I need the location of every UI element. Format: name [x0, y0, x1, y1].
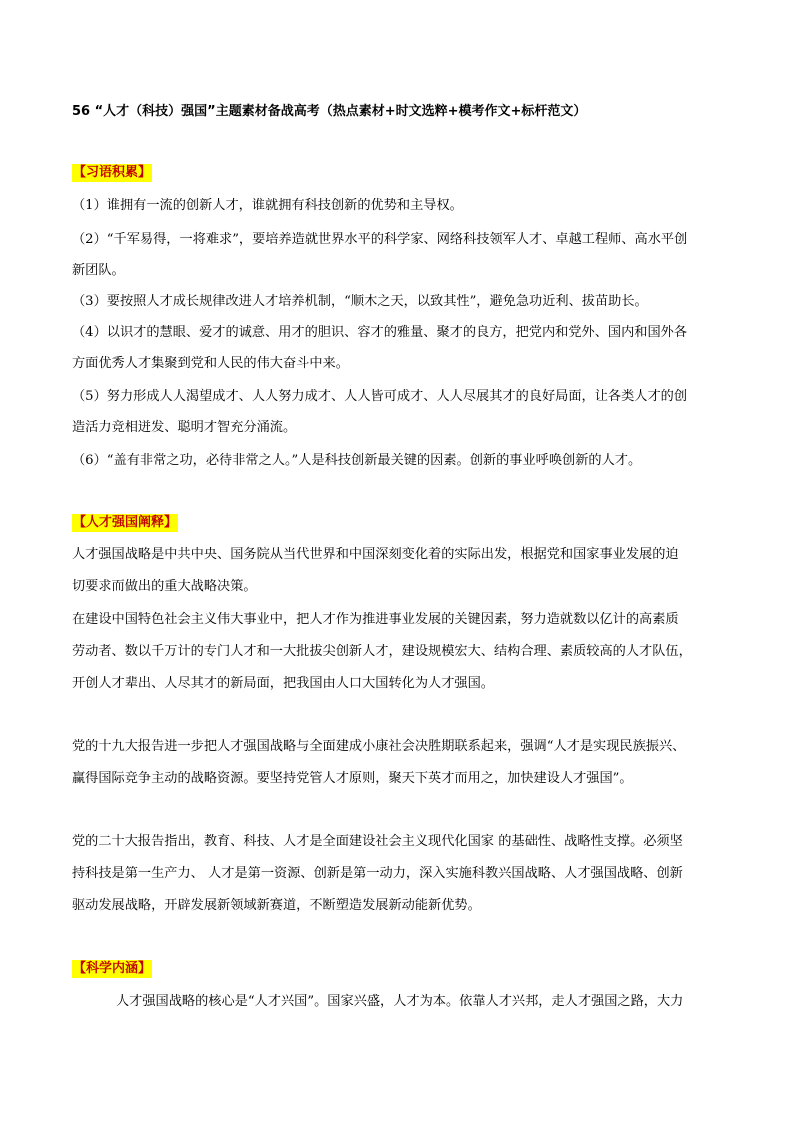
idiom-line: 新团队。 — [72, 263, 125, 278]
paragraph-line: 党的十九大报告进一步把人才强国战略与全面建成小康社会决胜期联系起来，强调“人才是实现民族振兴、 — [72, 739, 686, 754]
idiom-line: （3）要按照人才成长规律改进人才培养机制，“顺木之天，以致其性”，避免急功近利、拔苗助长。 — [72, 294, 648, 309]
paragraph-line: 人才强国战略的核心是“人才兴国”。国家兴盛，人才为本。依靠人才兴邦，走人才强国之路，大力 — [116, 994, 684, 1009]
paragraph-line: 切要求而做出的重大战略决策。 — [72, 579, 257, 594]
paragraph-line: 党的二十大报告指出，教育、科技、人才是全面建设社会主义现代化国家 的基础性、战略性支撑。必须坚 — [72, 834, 683, 849]
paragraph-line: 劳动者、数以千万计的专门人才和一大批拔尖创新人才，建设规模宏大、结构合理、素质较高的人才队伍， — [72, 644, 692, 659]
paragraph-line: 赢得国际竞争主动的战略资源。要坚持党管人才原则，聚天下英才而用之，加快建设人才强国”。 — [72, 771, 633, 786]
paragraph-line: 开创人才辈出、人尽其才的新局面，把我国由人口大国转化为人才强国。 — [72, 676, 494, 691]
paragraph-line: 驱动发展战略，开辟发展新领域新赛道，不断塑造发展新动能新优势。 — [72, 898, 481, 913]
paragraph-line: 在建设中国特色社会主义伟大事业中，把人才作为推进事业发展的关键因素，努力造就数以亿计的高素质 — [72, 612, 679, 627]
document-title: 56 “人才（科技）强国”主题素材备战高考（热点素材+时文选粹+模考作文+标杆范文） — [72, 104, 587, 119]
idiom-line: 方面优秀人才集聚到党和人民的伟大奋斗中来。 — [72, 356, 349, 371]
section-label-idioms: 【习语积累】 — [73, 165, 152, 180]
idiom-line: （4）以识才的慧眼、爱才的诚意、用才的胆识、容才的雅量、聚才的良方，把党内和党外、国内和国外各 — [72, 325, 688, 340]
paragraph-line: 人才强国战略是中共中央、国务院从当代世界和中国深刻变化着的实际出发，根据党和国家事业发展的迫 — [72, 547, 679, 562]
section-label-explanation: 【人才强国阐释】 — [73, 515, 178, 530]
section-label-connotation: 【科学内涵】 — [73, 961, 152, 976]
paragraph-line: 持科技是第一生产力、 人才是第一资源、创新是第一动力，深入实施科教兴国战略、人才强国战略、创新 — [72, 866, 683, 881]
idiom-line: （6）“盖有非常之功，必待非常之人。”人是科技创新最关键的因素。创新的事业呼唤创新的人才。 — [72, 453, 642, 468]
idiom-line: （2）“千军易得，一将难求”，要培养造就世界水平的科学家、网络科技领军人才、卓越工程师、高水平创 — [72, 232, 688, 247]
idiom-line: （5）努力形成人人渴望成才、人人努力成才、人人皆可成才、人人尽展其才的良好局面，让各类人才的创 — [72, 389, 688, 404]
idiom-line: 造活力竞相迸发、聪明才智充分涌流。 — [72, 420, 297, 435]
idiom-line: （1）谁拥有一流的创新人才，谁就拥有科技创新的优势和主导权。 — [72, 198, 463, 213]
